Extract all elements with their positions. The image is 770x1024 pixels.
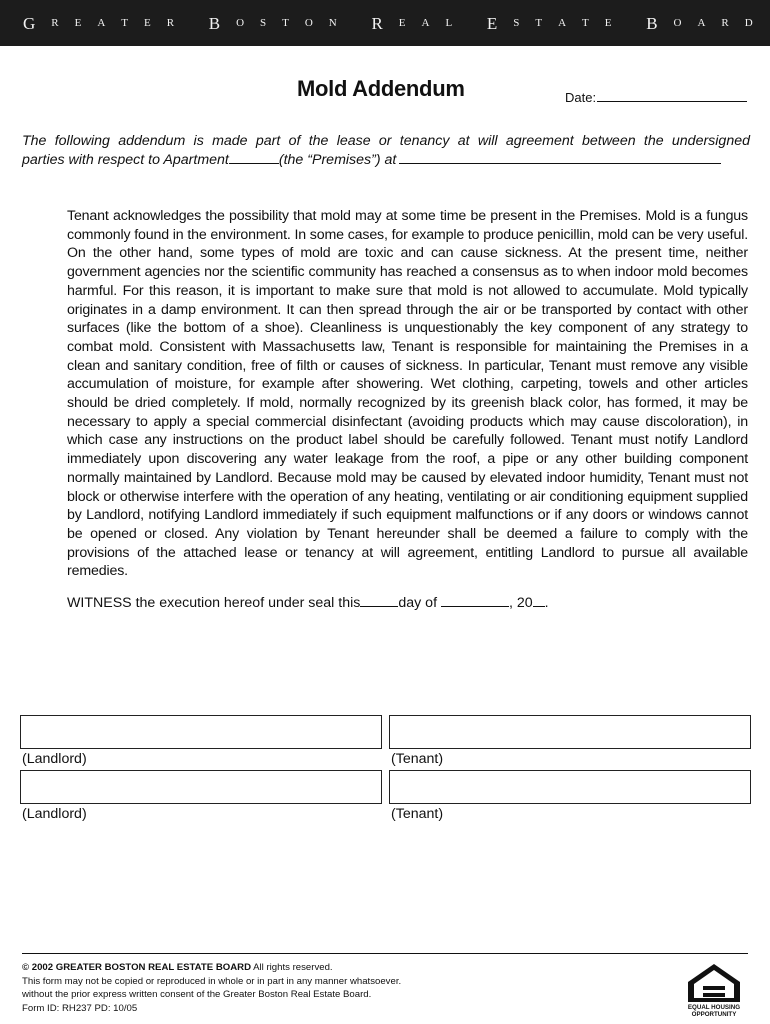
date-blank[interactable]: [597, 91, 747, 102]
footer-divider: [22, 953, 748, 954]
copyright-rights: All rights reserved.: [251, 962, 333, 973]
landlord-signature-box-1[interactable]: [20, 715, 382, 749]
witness-day-blank[interactable]: [360, 596, 398, 607]
witness-line: [67, 595, 549, 611]
tenant-signature-box-1[interactable]: [389, 715, 751, 749]
form-id: Form ID: RH237 PD: 10/05: [22, 1002, 138, 1014]
copyright-owner: © 2002 GREATER BOSTON REAL ESTATE BOARD: [22, 962, 252, 973]
witness-text-1: WITNESS the execution hereof under seal this: [67, 595, 361, 611]
copyright-line: [22, 961, 401, 975]
witness-text-4: .: [544, 595, 549, 611]
landlord-label-1: (Landlord): [22, 751, 87, 767]
date-label: Date:: [565, 90, 597, 105]
landlord-label-2: (Landlord): [22, 806, 87, 822]
tenant-label-1: (Tenant): [391, 751, 444, 767]
landlord-signature-box-2[interactable]: [20, 770, 382, 804]
witness-text-3: , 20: [508, 595, 533, 611]
intro-line-2b: (the “Premises”) at: [278, 152, 397, 168]
page-title: Mold Addendum: [297, 76, 465, 101]
intro-line-2a: parties with respect to Apartment: [22, 152, 229, 168]
apartment-blank[interactable]: [229, 152, 279, 164]
witness-month-blank[interactable]: [441, 596, 509, 607]
consent-line: without the prior express written consent of the Greater Boston Real Estate Board.: [22, 989, 372, 1000]
tenant-signature-box-2[interactable]: [389, 770, 751, 804]
banner-title: G R E A T E R B O S T O N R E A L E S T A T E B O A R D: [23, 14, 753, 33]
intro-line-1: The following addendum is made part of the lease or tenancy at will agreement between the undersigned: [22, 133, 750, 149]
tenant-label-2: (Tenant): [391, 806, 444, 822]
eho-text-2: OPPORTUNITY: [691, 1011, 737, 1018]
equal-housing-icon: [684, 962, 744, 1018]
copy-restriction-line: This form may not be copied or reproduced in whole or in part in any manner whatsoever.: [22, 975, 402, 987]
date-field[interactable]: [565, 90, 747, 105]
footer-notice: [22, 961, 401, 1015]
premises-address-blank[interactable]: [399, 152, 721, 164]
witness-year-blank[interactable]: [533, 596, 545, 607]
witness-text-2: day of: [398, 595, 438, 611]
mold-clause-paragraph: Tenant acknowledges the possibility that mold may at some time be present in the Premises. Mold is a fungus commonly found in the environment. In some cases, for example to produce penicillin, mold can be very useful. On the other hand, some types of mold are toxic and can cause sickness. At the present time, neither government agencies nor the scientific community has reached a consensus as to when indoor mold becomes harmful. For this reason, it is important to make sure that mold is not allowed to accumulate. Mold typically originates in a damp environment. It can then spread through the air or be transported by contact with other surfaces (like the bottom of a shoe). Cleanliness is unquestionably the key component of any strategy to combat mold. Consistent with Massachusetts law, Tenant is responsible for maintaining the Premises in a clean and sanitary condition, free of filth or causes of sickness. In particular, Tenant must remove any visible accumulation of moisture, for example after showering. Wet clothing, carpeting, towels and other articles should be dried completely. If mold, normally recognized by its greenish black color, has formed, it may be necessary to apply a special commercial disinfectant (avoiding products which may cause discoloration), in which case any instructions on the product label should be carefully followed. Tenant must notify Landlord immediately upon discovering any water leakage from the roof, a pipe or any other building component normally maintained by Landlord. Because mold may be caused by elevated indoor humidity, Tenant must not block or otherwise interfere with the operation of any heating, ventilating or air conditioning equipment supplied by Landlord, notifying Landlord immediately if such equipment malfunctions or if any doors or windows cannot be opened or closed. Any violation by Tenant hereunder shall be deemed a failure to comply with the provisions of the attached lease or tenancy at will agreement, entitling Landlord to pursue all available remedies.: [67, 208, 748, 580]
eho-text-1: EQUAL HOUSING: [687, 1004, 741, 1011]
intro-paragraph: [22, 132, 750, 170]
header-banner: [0, 0, 770, 46]
